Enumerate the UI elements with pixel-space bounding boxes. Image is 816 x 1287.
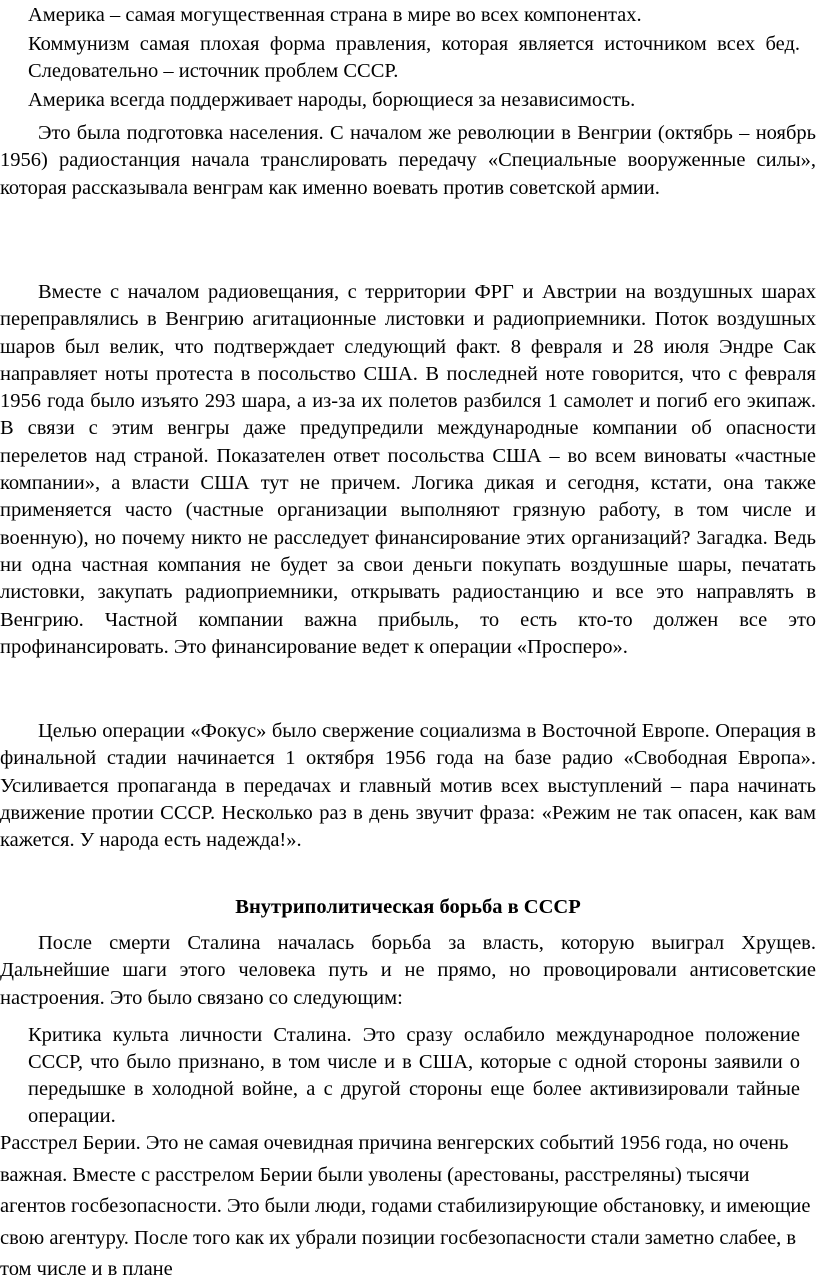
section-heading: Внутриполитическая борьба в СССР <box>235 896 581 918</box>
paragraph-power-struggle: После смерти Сталина началась борьба за власть, которую выиграл Хрущев. Дальнейшие шаги этого человека путь и не прямо, но провоцировали антисоветские настроения. Это было связано со следующим: <box>0 932 816 1009</box>
list-item: Америка – самая могущественная страна в мире во всех компонентах. <box>28 4 642 26</box>
paragraph-radio-broadcast: Это была подготовка населения. С началом же революции в Венгрии (октябрь – ноябрь 1956) радиостанция начала транслировать передачу «Специальные вооруженные силы», которая рассказывала венграм как именно воевать против советской армии. <box>0 122 816 199</box>
bullet-list-top <box>28 2 800 114</box>
list-item: Критика культа личности Сталина. Это сразу ослабило международное положение СССР, что было признано, в том числе и в США, которые с одной стороны заявили о передышке в холодной войне, а с другой стороны еще более активизировали тайные операции. <box>28 1024 800 1127</box>
list-item: Коммунизм самая плохая форма правления, которая является источником всех бед. Следовательно – источник проблем СССР. <box>28 33 800 82</box>
paragraph-operation-focus: Целью операции «Фокус» было свержение социализма в Восточной Европе. Операция в финальной стадии начинается 1 октября 1956 года на базе радио «Свободная Европа». Усиливается пропаганда в передачах и главный мотив всех выступлений – пара начинать движение протии СССР. Несколько раз в день звучит фраза: «Режим не так опасен, как вам кажется. У народа есть надежда!». <box>0 720 816 852</box>
bullet-list-mid <box>28 1022 800 1130</box>
paragraph-beria: Расстрел Берии. Это не самая очевидная причина венгерских событий 1956 года, но очень важная. Вместе с расстрелом Берии были уволены (арестованы, расстреляны) тысячи агентов госбезопасности. Это были люди, годами стабилизирующие обстановку, и имеющие свою агентуру. После того как их убрали позиции госбезопасности стали заметно слабее, в том числе и в плане <box>0 1132 811 1280</box>
paragraph-balloons: Вместе с началом радиовещания, с территории ФРГ и Австрии на воздушных шарах переправлялись в Венгрию агитационные листовки и радиоприемники. Поток воздушных шаров был велик, что подтверждает следующий факт. 8 февраля и 28 июля Эндре Сак направляет ноты протеста в посольство США. В последней ноте говорится, что с февраля 1956 года было изъято 293 шара, а из-за их полетов разбился 1 самолет и погиб его экипаж. В связи с этим венгры даже предупредили международные компании об опасности перелетов над страной. Показателен ответ посольства США – во всем виноваты «частные компании», а власти США тут не причем. Логика дикая и сегодня, кстати, она также применяется часто (частные организации выполняют грязную работу, в том числе и военную), но почему никто не расследует финансирование этих организаций? Загадка. Ведь ни одна частная компания не будет за свои деньги покупать воздушные шары, печатать листовки, закупать радиоприемники, открывать радиостанцию и все это направлять в Венгрию. Частной компании важна прибыль, то есть кто-то должен все это профинансировать. Это финансирование ведет к операции «Просперо». <box>0 281 816 658</box>
list-item: Америка всегда поддерживает народы, борющиеся за независимость. <box>28 89 636 111</box>
